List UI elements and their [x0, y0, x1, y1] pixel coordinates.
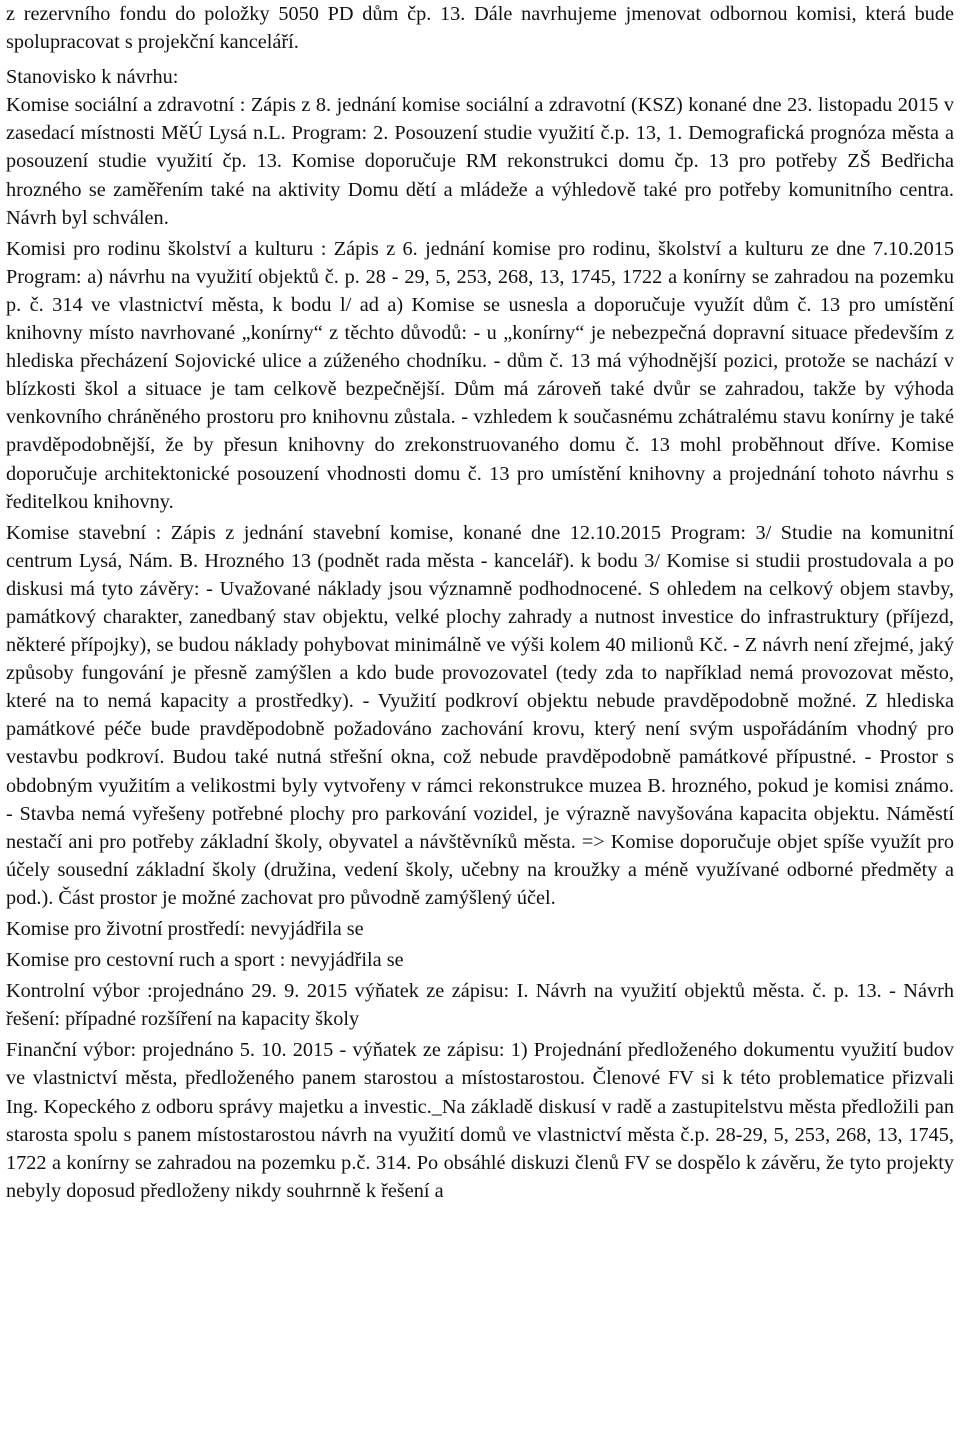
document-page — [6, 0, 954, 1205]
paragraph-family-school-culture-commission: Komisi pro rodinu školství a kulturu : Zápis z 6. jednání komise pro rodinu, školství a kulturu ze dne 7.10.2015 Program: a) návrhu na využití objektů č. p. 28 - 29, 5, 253, 268, 13, 1745, 1722 a konírny se zahradou na pozemku p. č. 314 ve vlastnictví města, k bodu l/ ad a) Komise se usnesla a doporučuje využít dům č. 13 pro umístění knihovny místo navrhované „konírny“ z těchto důvodů: - u „konírny“ je nebezpečná dopravní situace především z hlediska přecházení Sojovické ulice a zúženého chodníku. - dům č. 13 má výhodnější pozici, protože se nachází v blízkosti škol a situace je tam celkově bezpečnější. Dům má zároveň také dvůr se zahradou, takže by výhoda venkovního chráněného prostoru pro knihovnu zůstala. - vzhledem k současnému zchátralému stavu konírny je také pravděpodobnější, že by přesun knihovny do zrekonstruovaného domu č. 13 mohl proběhnout dříve. Komise doporučuje architektonické posouzení vhodnosti domu č. 13 pro umístění knihovny a projednání tohoto návrhu s ředitelkou knihovny. — [6, 237, 954, 513]
paragraph-reserve-fund: z rezervního fondu do položky 5050 PD dům čp. 13. Dále navrhujeme jmenovat odbornou komisi, která bude spolupracovat s projekční kanceláří. — [6, 3, 954, 54]
paragraph-finance-committee: Finanční výbor: projednáno 5. 10. 2015 - výňatek ze zápisu: 1) Projednání předloženého dokumentu využití budov ve vlastnictví města, předloženého panem starostou a místostarostou. Členové FV si k této problematice přizvali Ing. Kopeckého z odboru správy majetku a investic._Na základě diskusí v radě a zastupitelstvu města předložili pan starosta spolu s panem místostarostou návrh na využití domů ve vlastnictví města č.p. 28-29, 5, 253, 268, 13, 1745, 1722 a konírny se zahradou na pozemku p.č. 314. Po obsáhlé diskuzi členů FV se dospělo k závěru, že tyto projekty nebyly doposud předloženy nikdy souhrnně k řešení a — [6, 1039, 954, 1202]
paragraph-opinion-heading: Stanovisko k návrhu: — [6, 66, 179, 89]
paragraph-environment-commission: Komise pro životní prostředí: nevyjádřila se — [6, 918, 364, 940]
paragraph-control-committee: Kontrolní výbor :projednáno 29. 9. 2015 výňatek ze zápisu: I. Návrh na využití objektů města. č. p. 13. - Návrh řešení: případné rozšíření na kapacity školy — [6, 980, 954, 1031]
paragraph-building-commission: Komise stavební : Zápis z jednání stavební komise, konané dne 12.10.2015 Program: 3/ Studie na komunitní centrum Lysá, Nám. B. Hrozného 13 (podnět rada města - kancelář). k bodu 3/ Komise si studii prostudovala a po diskusi má tyto závěry: - Uvažované náklady jsou významně podhodnocené. S ohledem na celkový objem stavby, památkový charakter, zanedbaný stav objektu, velké plochy zahrady a nutnost investice do infrastruktury (příjezd, některé přípojky), se budou náklady pohybovat minimálně ve výši kolem 40 milionů Kč. - Z návrh není zřejmé, jaký způsoby fungování je přesně zamýšlen a kdo bude provozovatel (tedy zda to například nemá provozovat město, které na to nemá kapacity a prostředky). - Využití podkroví objektu nebude pravděpodobně možné. Z hlediska památkové péče bude pravděpodobně požadováno zachování krovu, který není svým uspořádáním vhodný pro vestavbu podkroví. Budou také nutná střešní okna, což nebude pravděpodobně památkové přípustné. - Prostor s obdobným využitím a velikostmi byly vytvořeny v rámci rekonstrukce muzea B. hrozného, pokud je komisi známo. - Stavba nemá vyřešeny potřebné plochy pro parkování vozidel, je výrazně navyšována kapacita objektu. Náměstí nestačí ani pro potřeby základní školy, obyvatel a návštěvníků města. => Komise doporučuje objet spíše využít pro účely sousední základní školy (družina, vedení školy, učebny na kroužky a méně využívané odborné předměty a pod.). Část prostor je možné zachovat pro původně zamýšlený účel. — [6, 521, 954, 909]
paragraph-tourism-sport-commission: Komise pro cestovní ruch a sport : nevyjádřila se — [6, 949, 404, 972]
paragraph-social-health-commission: Komise sociální a zdravotní : Zápis z 8. jednání komise sociální a zdravotní (KSZ) konané dne 23. listopadu 2015 v zasedací místnosti MěÚ Lysá n.L. Program: 2. Posouzení studie využití č.p. 13, 1. Demografická prognóza města a posouzení studie využití čp. 13. Komise doporučuje RM rekonstrukci domu čp. 13 pro potřeby ZŠ Bedřicha hrozného se zaměřením také na aktivity Domu dětí a mládeže a výhledově také pro potřeby komunitního centra. Návrh byl schválen. — [6, 94, 954, 229]
